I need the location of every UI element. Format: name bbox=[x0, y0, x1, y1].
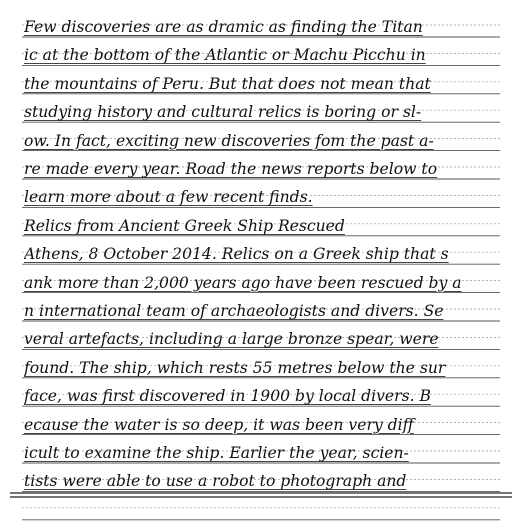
handwritten-line: face, was first discovered in 1900 by local divers. B bbox=[24, 387, 431, 406]
handwritten-line: Relics from Ancient Greek Ship Rescued bbox=[24, 216, 345, 235]
handwritten-line: learn more about a few recent finds. bbox=[24, 188, 313, 207]
handwritten-line: ic at the bottom of the Atlantic or Machu Picchu in bbox=[24, 46, 426, 65]
handwritten-line: ecause the water is so deep, it was been very diff bbox=[24, 415, 414, 434]
handwritten-line: icult to examine the ship. Earlier the year, scien- bbox=[24, 444, 409, 462]
handwritten-line: found. The ship, which rests 55 metres below the sur bbox=[24, 358, 446, 377]
handwritten-line: ow. In fact, exciting new discoveries fom the past a- bbox=[24, 131, 434, 150]
handwritten-line: the mountains of Peru. But that does not mean that bbox=[24, 74, 431, 93]
handwritten-line: Athens, 8 October 2014. Relics on a Greek ship that s bbox=[24, 245, 449, 264]
handwritten-line: veral artefacts, including a large bronze spear, were bbox=[24, 330, 439, 349]
handwritten-line: ank more than 2,000 years ago have been rescued by a bbox=[24, 273, 462, 292]
handwritten-line: re made every year. Road the news reports below to bbox=[24, 160, 438, 178]
handwritten-line: tists were able to use a robot to photograph and bbox=[24, 472, 407, 491]
handwritten-line: n international team of archaeologists and divers. Se bbox=[24, 302, 444, 320]
handwritten-line: studying history and cultural relics is boring or sl- bbox=[24, 103, 422, 122]
handwritten-line: Few discoveries are as dramic as finding the Titan bbox=[24, 18, 423, 36]
